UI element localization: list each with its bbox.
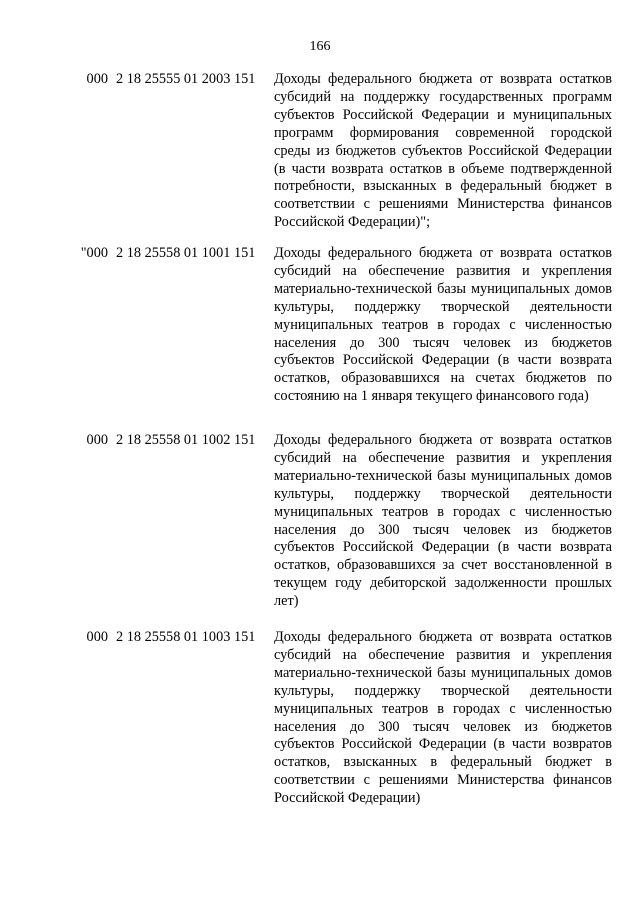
admin-code-cell: 000 bbox=[86, 71, 108, 87]
income-name-cell: Доходы федерального бюджета от возврата остатков субсидий на обеспечение развития и укрепления материально-технической базы муниципальных домов культуры, поддержку творческой деятельности муниципальных театров в городах с численностью населения до 300 тысяч человек из бюджетов субъектов Российской Федерации (в части возврата остатков, образовавшихся на счетах бюджетов по состоянию на 1 января текущего финансового года) bbox=[274, 245, 612, 405]
budget-code-cell: 2 18 25558 01 1001 151 bbox=[116, 245, 256, 261]
budget-code-cell: 2 18 25558 01 1002 151 bbox=[116, 432, 256, 448]
income-name-cell: Доходы федерального бюджета от возврата остатков субсидий на обеспечение развития и укрепления материально-технической базы муниципальных домов культуры, поддержку творческой деятельности муниципальных театров в городах с численностью населения до 300 тысяч человек из бюджетов субъектов Российской Федерации (в части возвратов остатков, взысканных в федеральный бюджет в соответствии с решениями Министерства финансов Российской Федерации) bbox=[274, 629, 612, 807]
admin-code-cell: "000 bbox=[80, 245, 108, 261]
admin-code-cell: 000 bbox=[86, 432, 108, 448]
budget-code-cell: 2 18 25558 01 1003 151 bbox=[116, 629, 256, 645]
income-name-cell: Доходы федерального бюджета от возврата остатков субсидий на обеспечение развития и укрепления материально-технической базы муниципальных домов культуры, поддержку творческой деятельности муниципальных театров в городах с численностью населения до 300 тысяч человек из бюджетов субъектов Российской Федерации (в части возврата остатков, образовавшихся за счет восстановленной в текущем году дебиторской задолженности прошлых лет) bbox=[274, 432, 612, 610]
page-number: 166 bbox=[309, 39, 331, 54]
budget-code-cell: 2 18 25555 01 2003 151 bbox=[116, 71, 256, 87]
income-name-cell: Доходы федерального бюджета от возврата остатков субсидий на поддержку государственных программ субъектов Российской Федерации и муниципальных программ формирования современной городской среды из бюджетов субъектов Российской Федерации (в части возврата остатков в объеме подтвержденной потребности, взысканных в федеральный бюджет в соответствии с решениями Министерства финансов Российской Федерации)"; bbox=[274, 71, 612, 231]
admin-code-cell: 000 bbox=[86, 629, 108, 645]
